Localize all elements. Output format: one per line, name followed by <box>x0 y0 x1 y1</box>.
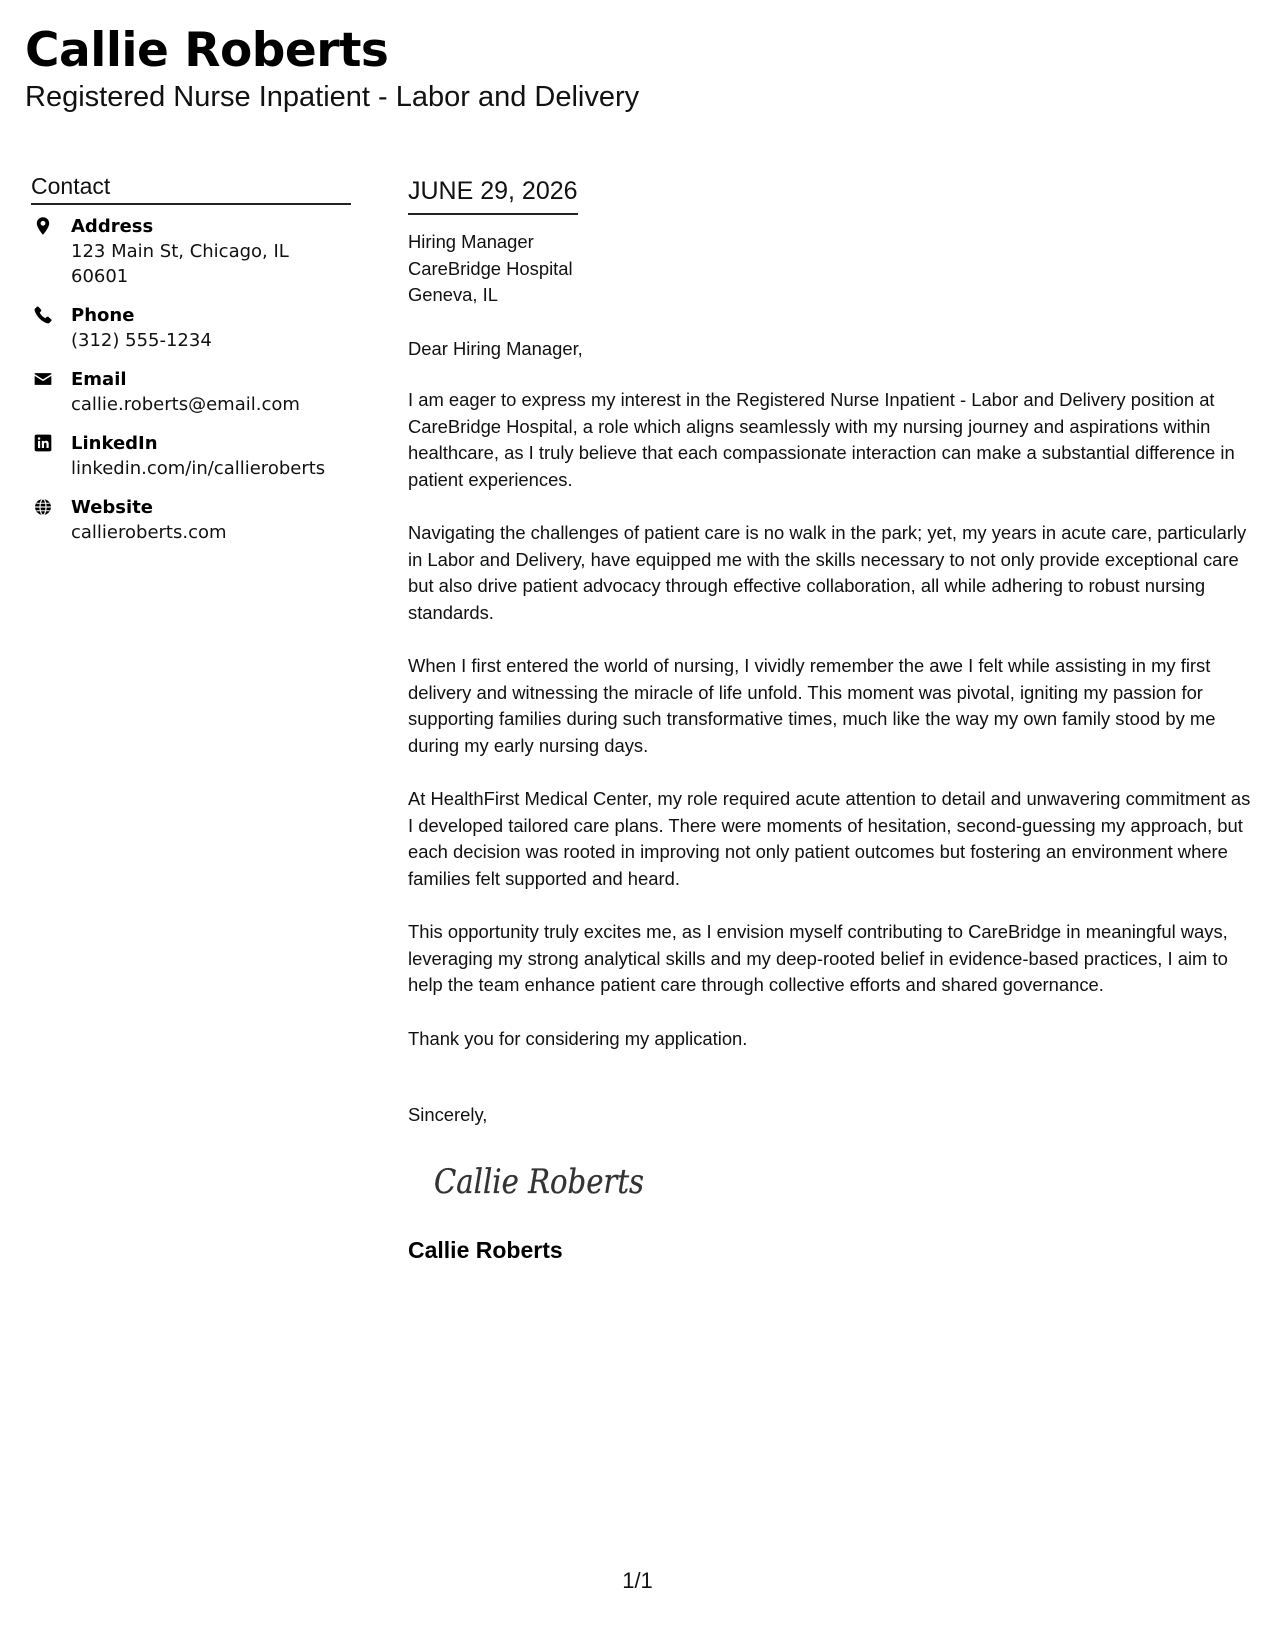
letter-paragraph: Thank you for considering my application. <box>408 1027 748 1049</box>
cover-letter-body <box>408 175 1253 1265</box>
contact-heading: Contact <box>31 172 351 205</box>
resume-header <box>25 22 639 114</box>
location-pin-icon <box>33 216 53 236</box>
contact-item-website <box>31 496 351 545</box>
phone-icon <box>33 305 53 325</box>
contact-label: Address <box>71 216 154 237</box>
applicant-name: Callie Roberts <box>25 23 389 78</box>
contact-label: Email <box>71 369 127 390</box>
handwritten-signature <box>432 1155 652 1207</box>
email-value: callie.roberts@email.com <box>71 394 300 415</box>
job-title: Registered Nurse Inpatient - Labor and Delivery <box>25 81 640 113</box>
contact-item-address <box>31 215 351 289</box>
closing: Sincerely, <box>408 1104 488 1125</box>
contact-item-phone <box>31 304 351 353</box>
letter-paragraph: At HealthFirst Medical Center, my role required acute attention to detail and unwavering commitment as I developed tailored care plans. There were moments of hesitation, second-guessing my approach, but each decision was rooted in improving not only patient outcomes but fostering an environment where families felt supported and heard. <box>408 788 1251 889</box>
recipient-block <box>408 229 1253 309</box>
page-number: 1/1 <box>622 1568 653 1593</box>
contact-sidebar <box>31 172 351 560</box>
contact-item-email <box>31 368 351 417</box>
linkedin-value: linkedin.com/in/callieroberts <box>71 458 326 479</box>
linkedin-icon <box>33 433 53 453</box>
letter-paragraph: I am eager to express my interest in the Registered Nurse Inpatient - Labor and Delivery position at CareBridge Hospital, a role which aligns seamlessly with my nursing journey and aspirations within healthcare, as I truly believe that each compassionate interaction can make a substantial difference in patient experiences. <box>408 389 1235 490</box>
recipient-name: Hiring Manager <box>408 231 534 252</box>
contact-label: Website <box>71 497 154 518</box>
contact-label: Phone <box>71 305 135 326</box>
letter-paragraph: When I first entered the world of nursing, I vividly remember the awe I felt while assisting in my first delivery and witnessing the miracle of life unfold. This moment was pivotal, igniting my passion for supporting families during such transformative times, much like the way my own family stood by me during my early nursing days. <box>408 655 1216 756</box>
salutation: Dear Hiring Manager, <box>408 337 583 359</box>
website-value: callieroberts.com <box>71 522 227 543</box>
envelope-icon <box>33 369 53 389</box>
address-value: 123 Main St, Chicago, IL 60601 <box>71 241 289 287</box>
letter-paragraph: This opportunity truly excites me, as I envision myself contributing to CareBridge in meaningful ways, leveraging my strong analytical skills and my deep-rooted belief in evidence-based practices, I aim to help the team enhance patient care through collective efforts and shared governance. <box>408 921 1228 995</box>
contact-item-linkedin <box>31 432 351 481</box>
contact-label: LinkedIn <box>71 433 158 454</box>
recipient-organization: CareBridge Hospital <box>408 257 573 279</box>
letter-date: JUNE 29, 2026 <box>408 175 578 215</box>
signature-text: Callie Roberts <box>434 1161 644 1202</box>
recipient-location: Geneva, IL <box>408 284 498 305</box>
globe-icon <box>33 497 53 517</box>
letter-paragraph: Navigating the challenges of patient care is no walk in the park; yet, my years in acute care, particularly in Labor and Delivery, have equipped me with the skills necessary to not only provide exceptional care but also drive patient advocacy through effective collaboration, all while adhering to robust nursing standards. <box>408 522 1247 623</box>
signer-name: Callie Roberts <box>408 1236 563 1263</box>
phone-value: (312) 555-1234 <box>71 330 212 351</box>
